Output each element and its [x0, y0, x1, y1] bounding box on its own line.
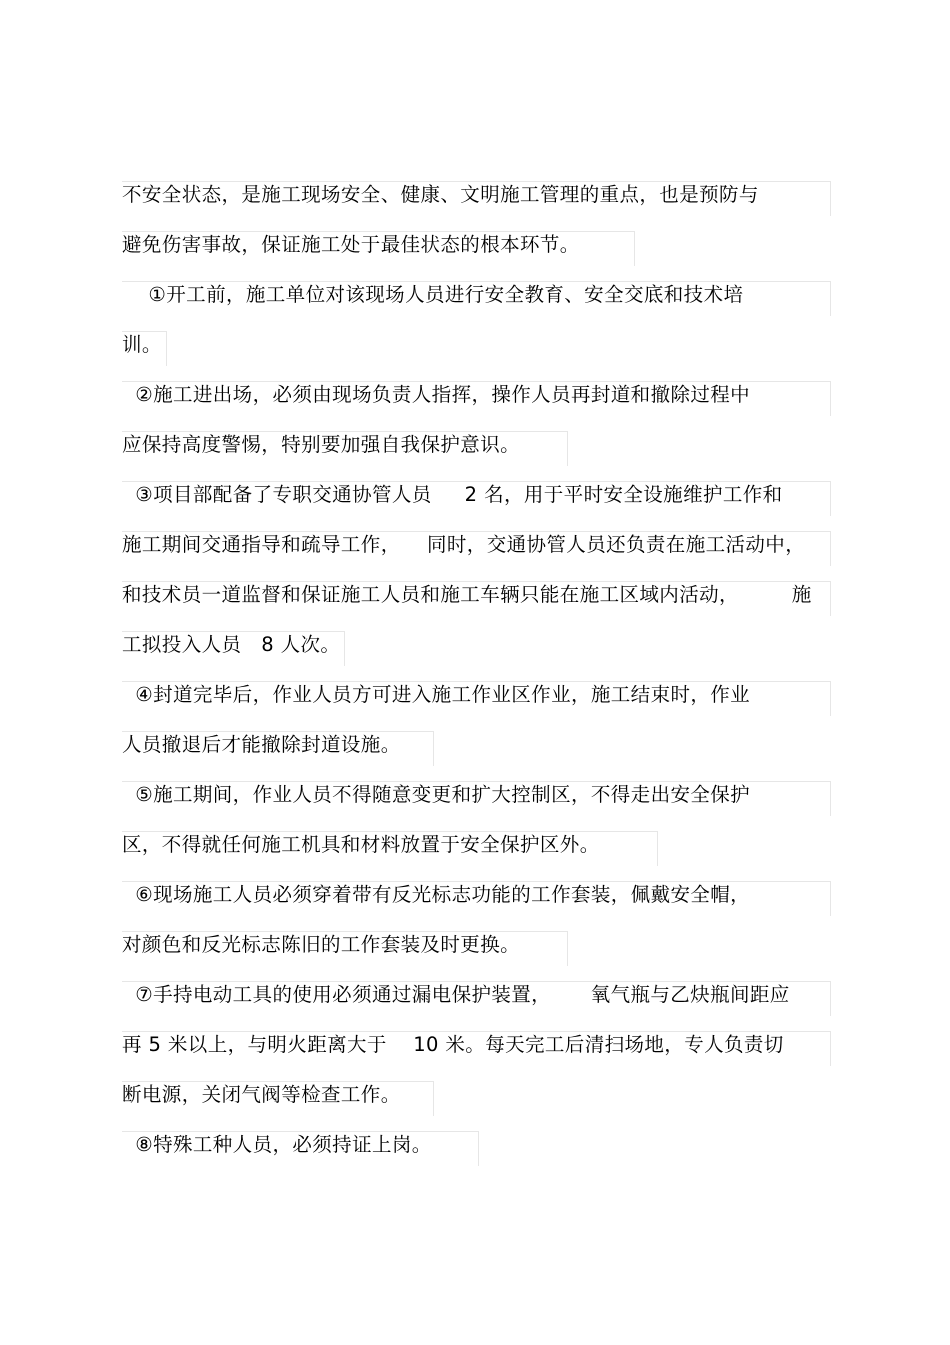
- text-line-3: ①开工前，施工单位对该现场人员进行安全教育、安全交底和技术培: [122, 283, 744, 306]
- text-line-12: 人员撤退后才能撤除封道设施。: [122, 733, 401, 756]
- text-line-17: ⑦手持电动工具的使用必须通过漏电保护装置， 氧气瓶与乙炔瓶间距应: [122, 983, 790, 1006]
- text-line-18: 再 5 米以上，与明火距离大于 10 米。每天完工后清扫场地，专人负责切: [122, 1033, 784, 1056]
- text-line-19: 断电源，关闭气阀等检查工作。: [122, 1083, 401, 1106]
- text-line-10: 工拟投入人员 8 人次。: [122, 633, 341, 656]
- text-line-16: 对颜色和反光标志陈旧的工作套装及时更换。: [122, 933, 521, 956]
- text-line-20: ⑧特殊工种人员，必须持证上岗。: [122, 1133, 432, 1156]
- text-line-1: 不安全状态，是施工现场安全、健康、文明施工管理的重点，也是预防与: [122, 183, 759, 206]
- text-line-4: 训。: [122, 333, 162, 356]
- text-line-15: ⑥现场施工人员必须穿着带有反光标志功能的工作套装，佩戴安全帽，: [122, 883, 751, 906]
- text-line-5: ②施工进出场，必须由现场负责人指挥，操作人员再封道和撤除过程中: [122, 383, 751, 406]
- text-line-13: ⑤施工期间，作业人员不得随意变更和扩大控制区，不得走出安全保护: [122, 783, 751, 806]
- text-line-9: 和技术员一道监督和保证施工人员和施工车辆只能在施工区域内活动， 施: [122, 583, 812, 606]
- text-line-8: 施工期间交通指导和疏导工作， 同时，交通协管人员还负责在施工活动中，: [122, 533, 806, 556]
- text-line-2: 避免伤害事故，保证施工处于最佳状态的根本环节。: [122, 233, 580, 256]
- text-line-11: ④封道完毕后，作业人员方可进入施工作业区作业，施工结束时，作业: [122, 683, 751, 706]
- text-line-6: 应保持高度警惕，特别要加强自我保护意识。: [122, 433, 521, 456]
- text-line-7: ③项目部配备了专职交通协管人员 2 名，用于平时安全设施维护工作和: [122, 483, 783, 506]
- text-line-14: 区，不得就任何施工机具和材料放置于安全保护区外。: [122, 833, 600, 856]
